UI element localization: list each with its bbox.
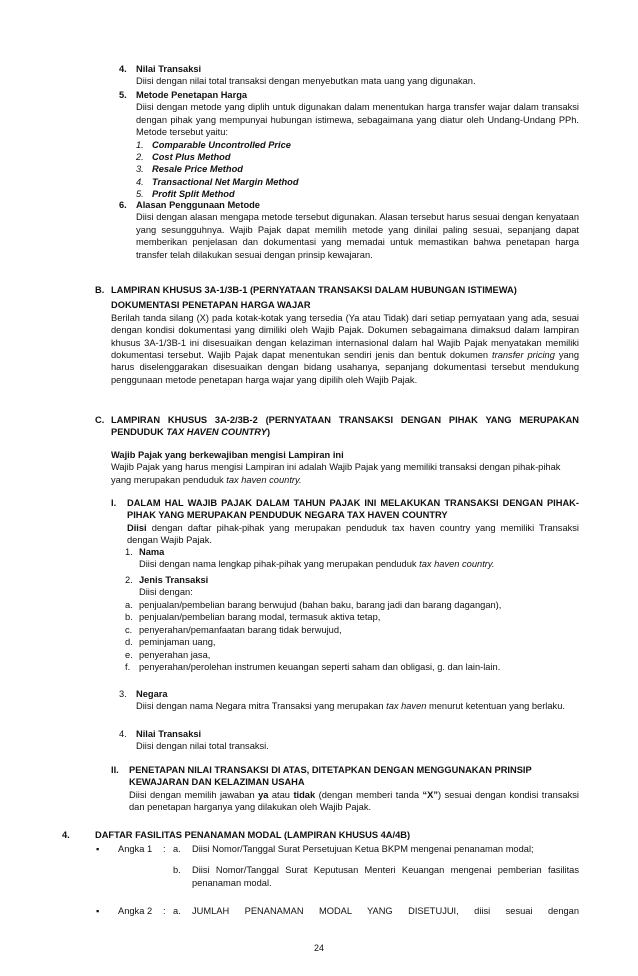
section-letter: C. [95, 415, 105, 425]
text-run-bold: tidak [293, 789, 316, 800]
list-item [125, 636, 579, 648]
text-run: Diisi dengan memilih jawaban [129, 789, 259, 800]
angka-1 [96, 843, 579, 889]
section-daftar-fasilitas [62, 829, 582, 841]
subsection-text [127, 522, 579, 547]
method-number: 3. [136, 164, 144, 175]
item-jenis-transaksi [125, 574, 579, 599]
section-c-i [111, 497, 579, 547]
item-title: Metode Penetapan Harga [136, 90, 248, 100]
transaction-type-list [125, 599, 579, 673]
title-run: LAMPIRAN KHUSUS 3A-2/3B-2 (PERNYATAAN TRANSAKSI DENGAN PIHAK YANG MERUPAKAN PENDUDUK [111, 415, 579, 438]
text-run: Diisi dengan nama lengkap pihak-pihak yang merupakan penduduk [139, 559, 420, 570]
subsection-text [129, 789, 579, 814]
text-run-bold: ya [258, 789, 269, 800]
list-item-letter: a. [173, 906, 181, 916]
section-subtitle: DOKUMENTASI PENETAPAN HARGA WAJAR [111, 300, 311, 311]
section-number: 4. [62, 830, 70, 840]
angka-label: Angka 1 [118, 844, 153, 854]
item-title: Nilai Transaksi [136, 64, 202, 74]
method-name: Transactional Net Margin Method [152, 176, 299, 187]
angka-2 [96, 905, 579, 917]
item-number: 5. [119, 90, 127, 100]
item-number: 4. [119, 729, 127, 739]
subsection-number: II. [111, 765, 119, 775]
text-run: Berilah tanda silang (X) pada kotak-kotak yang tersedia (Ya atau Tidak) dari setiap pernyataan yang ada, sesuai dengan kondisi dokumentasi yang dimiliki oleh Wajib Pajak. Dokumen sebagaimana dimaksud dalam lampiran khusus 3A-1/3B-1 ini disesuaikan dengan kelaziman internasional dalam hal Wajib Pajak menyatakan memiliki dokumentasi tersebut. Wajib Pajak dapat menentukan sendiri jenis dan bentuk dokumen [111, 312, 579, 361]
item-title: Alasan Penggunaan Metode [136, 200, 260, 210]
item-nama [125, 546, 579, 571]
item-title: Nama [139, 547, 165, 557]
list-item [125, 624, 579, 636]
section-text [111, 461, 579, 486]
item-alasan-penggunaan-metode [119, 199, 579, 261]
list-item-letter: b. [125, 612, 133, 623]
section-title: LAMPIRAN KHUSUS 3A-1/3B-1 (PERNYATAAN TRANSAKSI DALAM HUBUNGAN ISTIMEWA) [111, 285, 517, 295]
list-item [125, 599, 579, 611]
method-name: Resale Price Method [152, 164, 243, 175]
bullet-icon: ▪ [96, 906, 100, 916]
method-number: 1. [136, 139, 144, 150]
title-run-italic: TAX HAVEN COUNTRY [166, 427, 268, 438]
item-number: 1. [125, 547, 133, 557]
list-item-text: JUMLAH PENANAMAN MODAL YANG DISETUJUI, diisi sesuai dengan [192, 906, 579, 916]
list-item-letter: d. [125, 637, 133, 648]
item-metode-penetapan-harga [119, 89, 579, 201]
method-item [136, 176, 579, 188]
section-title [111, 414, 579, 439]
text-run: Wajib Pajak yang harus mengisi Lampiran ini adalah Wajib Pajak yang memiliki transaksi dengan pihak-pihak yang merupakan penduduk [111, 462, 561, 485]
item-title: Nilai Transaksi [136, 729, 202, 739]
method-list [136, 139, 579, 201]
item-title: Negara [136, 689, 168, 699]
list-item-text: penyerahan/perolehan instrumen keuangan seperti saham dan obligasi, g. dan lain-lain. [139, 662, 501, 673]
subsection-number: I. [111, 498, 117, 508]
method-item [136, 163, 579, 175]
list-item-text: penjualan/pembelian barang modal, termasuk aktiva tetap, [139, 612, 381, 623]
text-run-italic: tax haven country. [226, 474, 302, 485]
section-text [111, 312, 579, 386]
list-item-letter: a. [173, 844, 181, 854]
item-number: 4. [119, 64, 127, 74]
item-text: Diisi dengan metode yang diplih untuk digunakan dalam menentukan harga transfer wajar dalam transaksi dengan pihak yang mempunyai hubungan istimewa, sebagaimana yang diatur oleh Undang-Undang PPh. Metode tersebut yaitu: [136, 102, 579, 138]
subsection-title: PENETAPAN NILAI TRANSAKSI DI ATAS, DITETAPKAN DENGAN MENGGUNAKAN PRINSIP KEWAJARAN DAN KELAZIMAN USAHA [129, 765, 532, 788]
angka-label: Angka 2 [118, 906, 153, 916]
method-item [136, 151, 579, 163]
section-subtitle: Wajib Pajak yang berkewajiban mengisi Lampiran ini [111, 449, 344, 460]
method-name: Comparable Uncontrolled Price [152, 139, 291, 150]
angka-colon: : [163, 906, 166, 916]
text-run: (dengan memberi tanda [315, 789, 423, 800]
text-run: atau [268, 789, 294, 800]
method-number: 2. [136, 152, 144, 163]
item-nilai-transaksi [119, 63, 579, 88]
section-c-ii [111, 764, 579, 814]
list-item-letter: e. [125, 649, 133, 660]
item-text [139, 558, 579, 570]
angka-colon: : [163, 844, 166, 854]
item-text: Diisi dengan nilai total transaksi dengan menyebutkan mata uang yang digunakan. [136, 76, 476, 87]
angka-row [96, 843, 579, 855]
text-run-italic: transfer pricing [492, 350, 555, 361]
text-run-italic: tax haven [386, 701, 427, 712]
indent-spacer [96, 864, 173, 889]
text-run-bold: Diisi [127, 522, 147, 533]
item-nilai-transaksi-c [119, 728, 579, 753]
method-number: 4. [136, 176, 144, 187]
list-item-text: penyerahan jasa, [139, 649, 211, 660]
page-number: 24 [313, 943, 324, 953]
item-text: Diisi dengan: [139, 587, 193, 598]
item-text [136, 700, 579, 712]
method-item [136, 139, 579, 151]
section-letter: B. [95, 285, 105, 295]
list-item-text: Diisi Nomor/Tanggal Surat Persetujuan Ketua BKPM mengenai penanaman modal; [192, 844, 534, 854]
text-run: menurut ketentuan yang berlaku. [426, 701, 565, 712]
item-title: Jenis Transaksi [139, 575, 209, 585]
list-item-letter: b. [173, 865, 181, 876]
list-item [125, 661, 579, 673]
item-text: Diisi dengan alasan mengapa metode tersebut digunakan. Alasan tersebut harus sesuai dengan kenyataan yang sesungguhnya. Wajib Pajak dapat memilih metode yang dinilai paling sesuai, sepanjang dapat memberikan penjelasan dan dokumentasi yang memadai untuk memastikan bahwa penetapan harga transfer telah dilakukan sesuai dengan prinsip kewajaran. [136, 212, 579, 260]
bullet-icon: ▪ [96, 844, 100, 854]
method-name: Profit Split Method [152, 189, 235, 200]
list-item-letter: c. [125, 624, 133, 635]
text-run: dengan daftar pihak-pihak yang merupakan penduduk tax haven country yang memiliki Transaksi dengan Wajib Pajak. [127, 522, 579, 546]
method-name: Cost Plus Method [152, 152, 231, 163]
text-run: ) sesuai dengan kondisi transaksi dan penetapan harganya yang dilakukan oleh Wajib Pajak. [129, 789, 579, 813]
angka-row [96, 864, 579, 889]
text-run-bold: “X” [422, 789, 439, 800]
list-item-letter: a. [125, 600, 133, 610]
item-negara [119, 688, 579, 713]
text-run-italic: tax haven country. [419, 559, 495, 570]
title-run: ) [267, 427, 271, 438]
item-text: Diisi dengan nilai total transaksi. [136, 741, 269, 752]
angka-row [96, 905, 579, 917]
list-item-text: peminjaman uang, [139, 637, 216, 648]
list-item-text: penyerahan/pemanfaatan barang tidak berwujud, [139, 624, 342, 635]
section-c [95, 414, 579, 486]
section-title: DAFTAR FASILITAS PENANAMAN MODAL (LAMPIRAN KHUSUS 4A/4B) [95, 830, 411, 840]
method-number: 5. [136, 189, 144, 200]
list-item-letter: f. [125, 662, 131, 673]
list-item [125, 611, 579, 623]
list-item-text: Diisi Nomor/Tanggal Surat Keputusan Menteri Keuangan mengenai pemberian fasilitas penanaman modal. [192, 865, 579, 888]
item-number: 6. [119, 200, 127, 210]
item-number: 3. [119, 689, 127, 699]
subsection-title: DALAM HAL WAJIB PAJAK DALAM TAHUN PAJAK INI MELAKUKAN TRANSAKSI DENGAN PIHAK-PIHAK YANG MERUPAKAN PENDUDUK NEGARA TAX HAVEN COUNTRY [127, 498, 579, 521]
section-b [95, 284, 579, 386]
list-item-text: penjualan/pembelian barang berwujud (bahan baku, barang jadi dan barang dagangan), [139, 600, 502, 610]
text-run: Diisi dengan nama Negara mitra Transaksi yang merupakan [136, 701, 387, 712]
item-number: 2. [125, 575, 133, 585]
text-run: yang harus diselenggarakan disesuaikan dengan bidang usahanya, sepanjang dokumentasi tersebut mendukung penggunaan metode penetapan harga wajar yang dipilih oleh Wajib Pajak. [111, 350, 579, 385]
list-item [125, 649, 579, 661]
